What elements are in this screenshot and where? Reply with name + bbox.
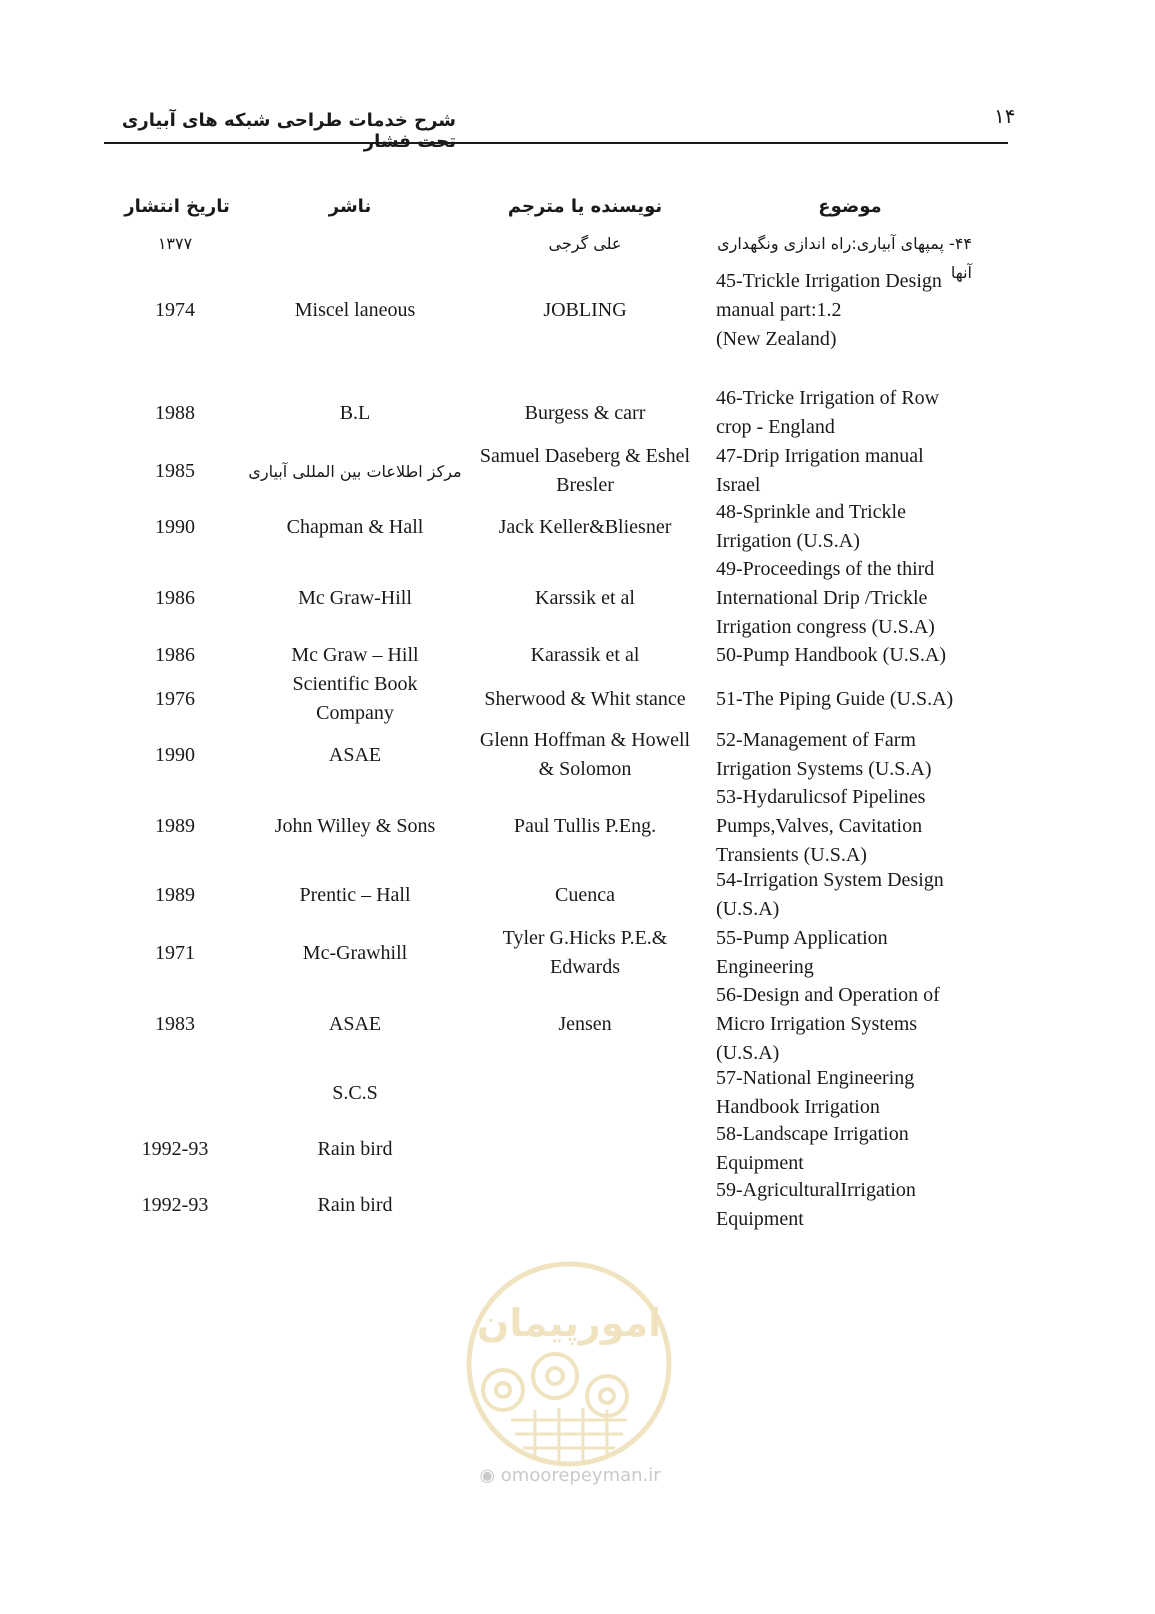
subject-line: 53-Hydarulicsof Pipelines [716, 785, 926, 808]
gear-icon [483, 1354, 627, 1416]
publisher-line: Company [316, 702, 394, 724]
cell-subject [716, 866, 1006, 924]
column-header-author: نویسنده یا مترجم [507, 196, 663, 217]
cell-subject [716, 498, 1006, 556]
page-number: ۱۴ [994, 104, 1016, 128]
cell-author [465, 812, 705, 841]
table-row [0, 924, 1155, 982]
table-row [0, 726, 1155, 784]
author-line: Karassik et al [530, 643, 640, 666]
subject-line: 46-Tricke Irrigation of Row [716, 387, 940, 409]
publisher-line: مرکز اطلاعات بین المللی آبیاری [248, 461, 462, 481]
column-header-year: تاریخ انتشار [124, 196, 230, 217]
cell-author [465, 229, 705, 258]
cell-subject [716, 1176, 1006, 1234]
cell-year: 1974 [155, 298, 195, 321]
subject-line: Equipment [716, 1208, 804, 1230]
cell-publisher [245, 513, 465, 542]
publisher-line: Chapman & Hall [286, 515, 424, 538]
cell-author [465, 1010, 705, 1039]
subject-line: 48-Sprinkle and Trickle [716, 501, 906, 523]
cell-subject [716, 726, 1006, 784]
subject-line: manual part:1.2 [716, 298, 842, 321]
cell-year: 1992-93 [141, 1193, 209, 1216]
subject-line: ۴۴- پمپهای آبیاری:راه اندازی ونگهداری آنها [717, 233, 972, 282]
cell-year: 1990 [155, 515, 195, 538]
cell-author [465, 881, 705, 910]
cell-subject [716, 555, 1006, 642]
subject-line: Transients (U.S.A) [716, 843, 867, 866]
cell-subject [716, 641, 1006, 670]
cell-publisher [245, 1191, 465, 1220]
subject-line: 49-Proceedings of the third [716, 557, 935, 580]
subject-line: 50-Pump Handbook (U.S.A) [716, 643, 946, 666]
cell-publisher [245, 457, 465, 486]
cell-subject [716, 442, 1006, 500]
author-line: Jack Keller&Bliesner [498, 515, 672, 538]
cell-author [465, 924, 705, 982]
cell-author [465, 641, 705, 670]
cell-publisher [245, 641, 465, 670]
cell-publisher [245, 670, 465, 728]
table-row [0, 384, 1155, 442]
subject-line: 57-National Engineering [716, 1067, 915, 1089]
subject-line: Irrigation congress (U.S.A) [716, 615, 935, 638]
cell-year: 1989 [155, 814, 195, 837]
publisher-line: Rain bird [317, 1137, 393, 1160]
subject-line: Handbook Irrigation [716, 1096, 880, 1118]
table-row [0, 1176, 1155, 1234]
author-line: Sherwood & Whit stance [484, 687, 686, 710]
column-header-subject: موضوع [818, 196, 882, 217]
table-row [0, 866, 1155, 924]
subject-line: 58-Landscape Irrigation [716, 1123, 909, 1145]
cell-author [465, 685, 705, 714]
cell-author [465, 584, 705, 613]
subject-line: (U.S.A) [716, 898, 780, 920]
table-row [0, 640, 1155, 670]
cell-year: 1988 [155, 401, 195, 424]
cell-publisher [245, 881, 465, 910]
subject-line: Israel [716, 474, 761, 496]
subject-line: International Drip /Trickle [716, 586, 928, 609]
cell-subject [716, 783, 1006, 870]
table-row [0, 782, 1155, 870]
cell-subject [716, 384, 1006, 442]
subject-line: Irrigation (U.S.A) [716, 530, 860, 552]
subject-line: 54-Irrigation System Design [716, 869, 944, 891]
author-line: Tyler G.Hicks P.E.& [502, 927, 668, 949]
publisher-line: Scientific Book [292, 673, 418, 695]
publisher-line: Mc-Grawhill [302, 941, 408, 964]
cell-publisher [245, 1010, 465, 1039]
publisher-line: John Willey & Sons [274, 814, 436, 837]
subject-line: Pumps,Valves, Cavitation [716, 814, 923, 837]
table-row [0, 554, 1155, 642]
cell-subject [716, 1064, 1006, 1122]
cell-author [465, 296, 705, 325]
cell-publisher [245, 741, 465, 770]
cell-year: 1990 [155, 743, 195, 766]
subject-line: 47-Drip Irrigation manual [716, 445, 924, 467]
publisher-line: Mc Graw – Hill [291, 643, 419, 666]
cell-publisher [245, 939, 465, 968]
cell-author [465, 399, 705, 428]
author-line: & Solomon [538, 758, 632, 780]
author-line: علی گرجی [548, 233, 622, 253]
table-row [0, 498, 1155, 556]
publisher-line: Prentic – Hall [299, 883, 411, 906]
author-line: JOBLING [543, 298, 627, 321]
author-line: Burgess & carr [524, 401, 646, 424]
subject-line: Micro Irrigation Systems [716, 1012, 918, 1035]
cell-author [465, 726, 705, 784]
subject-line: 51-The Piping Guide (U.S.A) [716, 687, 954, 710]
cell-publisher [245, 1135, 465, 1164]
cell-year: 1986 [155, 586, 195, 609]
table-row [0, 1120, 1155, 1178]
cell-year: 1976 [155, 687, 195, 710]
cell-year: 1989 [155, 883, 195, 906]
subject-line: (New Zealand) [716, 327, 837, 350]
subject-line: 56-Design and Operation of [716, 983, 940, 1006]
subject-line: 45-Trickle Irrigation Design [716, 269, 942, 292]
cell-author [465, 513, 705, 542]
publisher-line: Rain bird [317, 1193, 393, 1216]
publisher-line: Mc Graw-Hill [298, 586, 412, 609]
column-header-publisher: ناشر [328, 196, 372, 217]
subject-line: 59-AgriculturalIrrigation [716, 1179, 916, 1201]
publisher-line: S.C.S [332, 1081, 378, 1104]
subject-line: Equipment [716, 1152, 804, 1174]
cell-publisher [245, 812, 465, 841]
cell-year: 1986 [155, 643, 195, 666]
watermark-url-text: omoorepeyman.ir [500, 1465, 661, 1486]
cell-year: ۱۳۷۷ [157, 233, 193, 253]
cell-year: 1985 [155, 459, 195, 482]
publisher-line: B.L [339, 401, 371, 424]
author-line: Glenn Hoffman & Howell [479, 729, 691, 751]
publisher-line: ASAE [328, 1012, 382, 1035]
author-line: Paul Tullis P.Eng. [513, 814, 657, 837]
cell-subject [716, 685, 1006, 714]
author-line: Bresler [556, 474, 614, 496]
subject-line: 52-Management of Farm [716, 729, 916, 751]
header-rule [104, 142, 1008, 144]
subject-line: Irrigation Systems (U.S.A) [716, 758, 932, 780]
cell-subject [716, 924, 1006, 982]
running-title: شرح خدمات طراحی شبکه های آبیاری تحت فشار [121, 110, 456, 152]
cell-publisher [245, 584, 465, 613]
watermark-logo [463, 1258, 675, 1470]
cell-subject [716, 981, 1006, 1068]
globe-icon: ◉ [479, 1465, 496, 1486]
author-line: Cuenca [555, 883, 615, 906]
cell-year: 1983 [155, 1012, 195, 1035]
cell-year: 1971 [155, 941, 195, 964]
cell-subject [716, 267, 1006, 354]
author-line: Edwards [550, 956, 620, 978]
watermark-url [470, 1465, 670, 1486]
cell-publisher [245, 399, 465, 428]
author-line: Samuel Daseberg & Eshel [479, 445, 691, 467]
subject-line: Engineering [716, 956, 814, 978]
subject-line: crop - England [716, 416, 835, 438]
svg-text:امورپیمان: امورپیمان [476, 1301, 662, 1345]
cell-subject [716, 1120, 1006, 1178]
table-row [0, 670, 1155, 728]
cell-author [465, 442, 705, 500]
table-row [0, 442, 1155, 500]
table-row [0, 980, 1155, 1068]
subject-line: 55-Pump Application [716, 927, 888, 949]
subject-line: (U.S.A) [716, 1041, 780, 1064]
table-row [0, 1064, 1155, 1122]
table-row [0, 266, 1155, 354]
cell-publisher [245, 1079, 465, 1108]
cell-year: 1992-93 [141, 1137, 209, 1160]
author-line: Karssik et al [535, 586, 635, 609]
publisher-line: ASAE [328, 743, 382, 766]
cell-publisher [245, 296, 465, 325]
author-line: Jensen [558, 1012, 612, 1035]
publisher-line: Miscel laneous [294, 298, 416, 321]
